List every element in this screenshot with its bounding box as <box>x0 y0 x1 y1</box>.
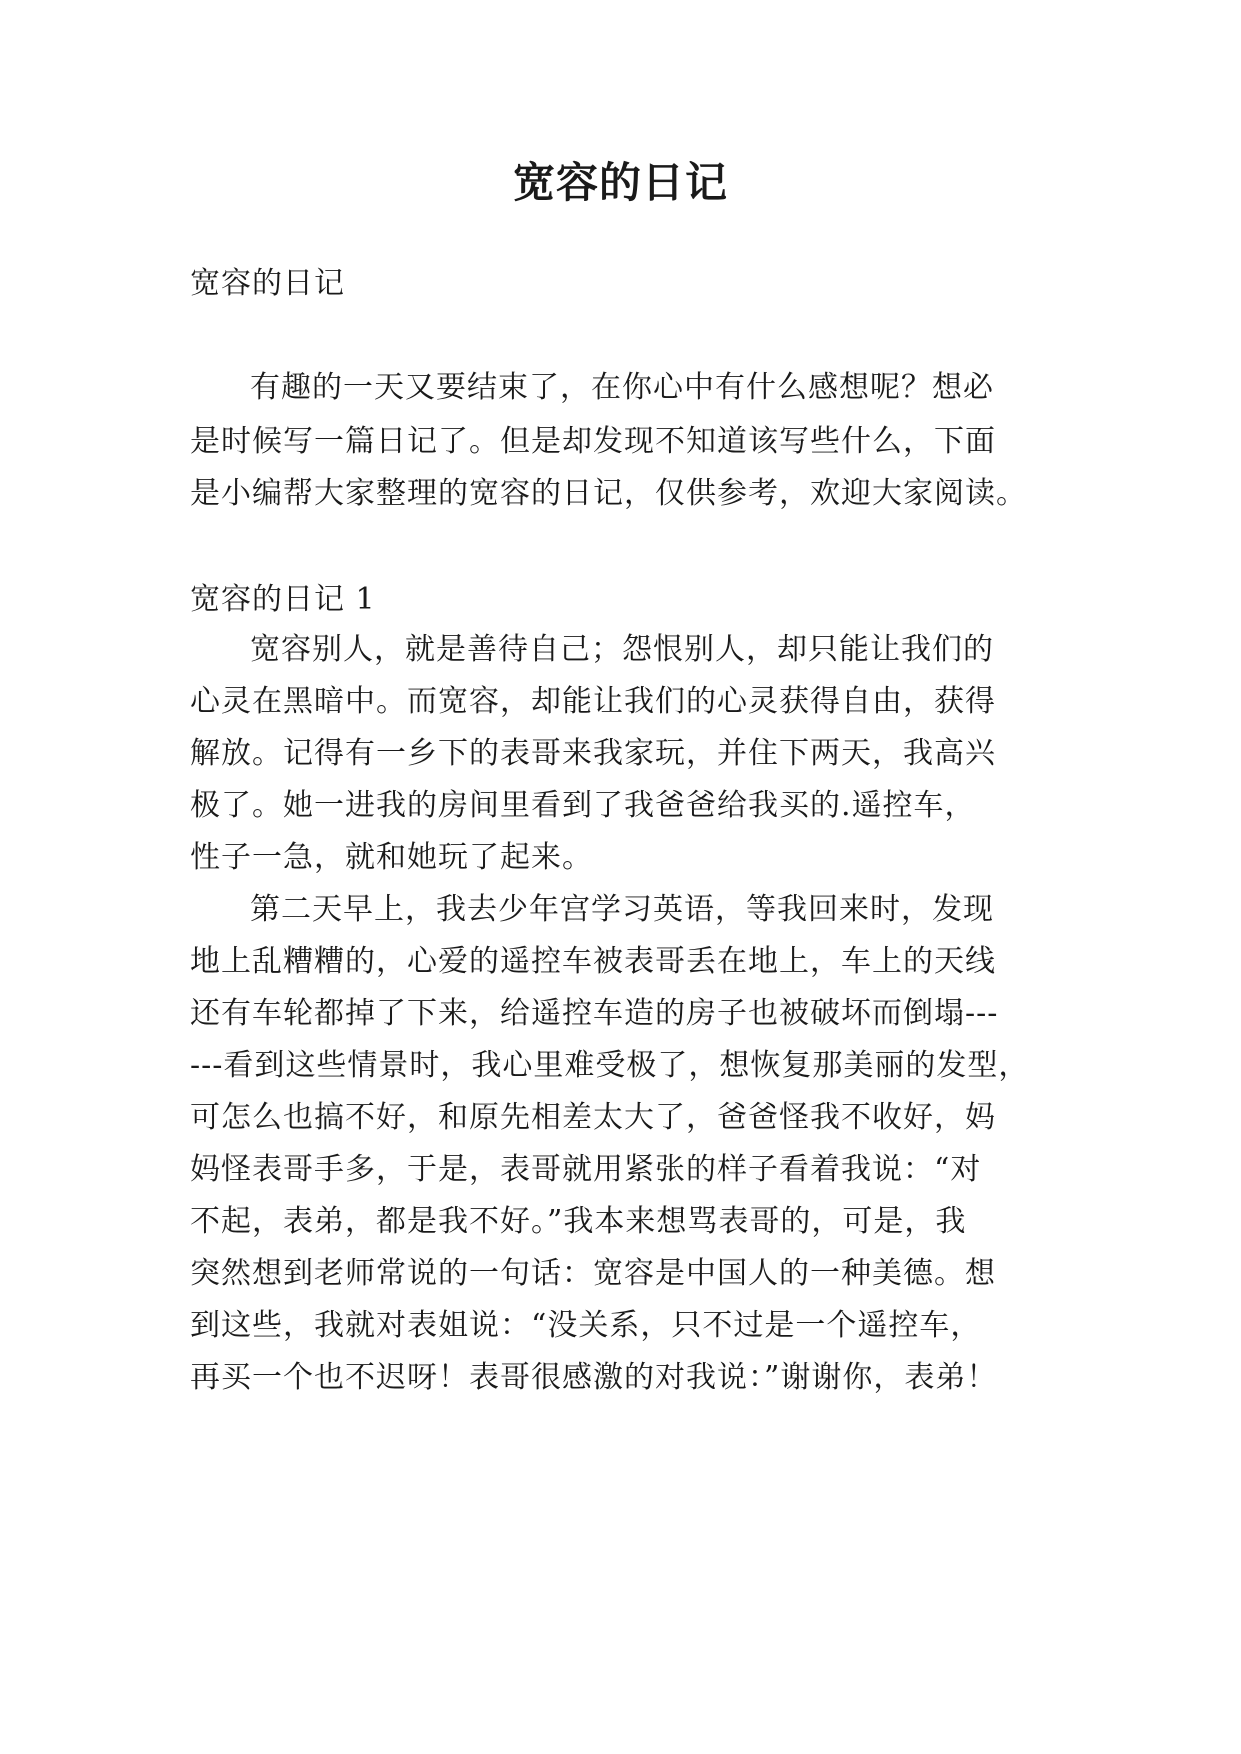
paragraph-line: 心灵在黑暗中。而宽容，却能让我们的心灵获得自由，获得 <box>190 684 996 719</box>
intro-line: 是小编帮大家整理的宽容的日记，仅供参考，欢迎大家阅读。 <box>190 476 1027 511</box>
paragraph-line: ---看到这些情景时，我心里难受极了，想恢复那美丽的发型， <box>190 1048 1030 1083</box>
paragraph-line: 再买一个也不迟呀！表哥很感激的对我说：”谢谢你，表弟！ <box>190 1360 998 1395</box>
intro-line: 是时候写一篇日记了。但是却发现不知道该写些什么，下面 <box>190 424 996 459</box>
intro-line: 有趣的一天又要结束了，在你心中有什么感想呢？想必 <box>250 370 994 405</box>
paragraph-line: 妈怪表哥手多，于是，表哥就用紧张的样子看着我说：“对 <box>190 1152 982 1187</box>
paragraph-line: 到这些，我就对表姐说：“没关系，只不过是一个遥控车， <box>190 1308 982 1343</box>
paragraph-line: 地上乱糟糟的，心爱的遥控车被表哥丢在地上，车上的天线 <box>190 944 996 979</box>
paragraph-line: 突然想到老师常说的一句话：宽容是中国人的一种美德。想 <box>190 1256 996 1291</box>
document-title: 宽容的日记 <box>512 158 728 207</box>
paragraph-line: 还有车轮都掉了下来，给遥控车造的房子也被破坏而倒塌--- <box>190 996 999 1031</box>
paragraph-line: 宽容别人，就是善待自己；怨恨别人，却只能让我们的 <box>250 632 994 667</box>
paragraph-line: 极了。她一进我的房间里看到了我爸爸给我买的.遥控车， <box>190 788 976 823</box>
document-subtitle: 宽容的日记 <box>190 266 345 301</box>
paragraph-line: 不起，表弟，都是我不好。”我本来想骂表哥的，可是，我 <box>190 1204 967 1239</box>
section-heading: 宽容的日记 1 <box>190 582 376 617</box>
paragraph-line: 性子一急，就和她玩了起来。 <box>190 840 593 875</box>
paragraph-line: 可怎么也搞不好，和原先相差太大了，爸爸怪我不收好，妈 <box>190 1100 996 1135</box>
paragraph-line: 解放。记得有一乡下的表哥来我家玩，并住下两天，我高兴 <box>190 736 996 771</box>
paragraph-line: 第二天早上，我去少年宫学习英语，等我回来时，发现 <box>250 892 994 927</box>
